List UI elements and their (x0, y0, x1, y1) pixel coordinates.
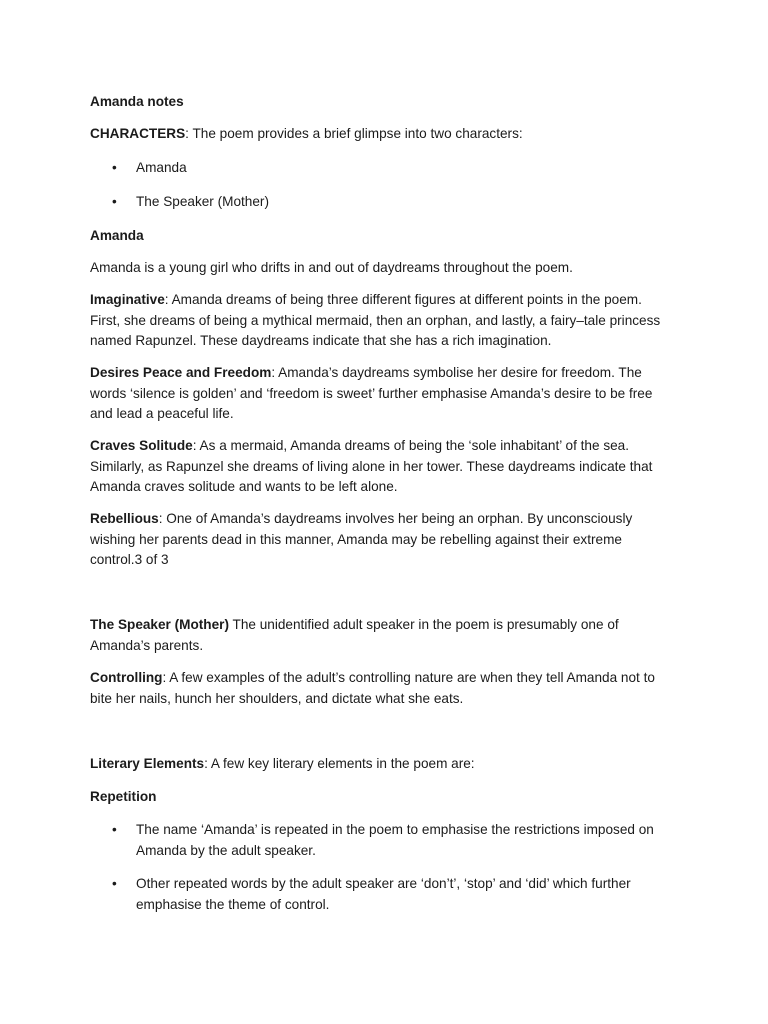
list-item: Amanda (136, 160, 187, 175)
list-item-line: The name ‘Amanda’ is repeated in the poem to emphasise the restrictions imposed on (136, 822, 654, 837)
trait-text-line: : A few examples of the adult’s controlling nature are when they tell Amanda not to (162, 670, 655, 685)
list-item-line: emphasise the theme of control. (136, 896, 330, 912)
trait-text-line: words ‘silence is golden’ and ‘freedom is sweet’ further emphasise Amanda’s desire to be free (90, 385, 653, 401)
literary-elements-label: Literary Elements (90, 756, 205, 771)
trait-label: Imaginative (90, 292, 165, 307)
trait-text-line: Similarly, as Rapunzel she dreams of living alone in her tower. These daydreams indicate that (90, 458, 653, 474)
trait-text-line: : Amanda dreams of being three different figures at different points in the poem. (164, 292, 642, 307)
list-item (136, 874, 696, 915)
list-item-line: Amanda by the adult speaker. (136, 842, 316, 858)
trait-text-line: First, she dreams of being a mythical mermaid, then an orphan, and lastly, a fairy–tale princess (90, 312, 661, 328)
literary-elements-text: : A few key literary elements in the poem are: (204, 756, 475, 771)
trait-label: Craves Solitude (90, 438, 193, 453)
speaker-label: The Speaker (Mother) (90, 617, 229, 632)
trait-label: Controlling (90, 670, 163, 685)
bullet-icon: • (112, 822, 117, 837)
section-heading-repetition: Repetition (90, 789, 157, 804)
trait-text-line: named Rapunzel. These daydreams indicate that she has a rich imagination. (90, 333, 552, 348)
trait-text-line: : One of Amanda’s daydreams involves her being an orphan. By unconsciously (158, 511, 633, 526)
trait-imaginative (90, 290, 690, 352)
list-item: The Speaker (Mother) (136, 194, 269, 209)
trait-desires-peace (90, 363, 690, 425)
trait-text-line: control.3 of 3 (90, 552, 169, 567)
section-heading-amanda: Amanda (90, 228, 144, 243)
literary-elements-paragraph (90, 754, 690, 775)
trait-craves-solitude (90, 436, 690, 498)
speaker-paragraph (90, 615, 690, 656)
characters-paragraph (90, 124, 690, 145)
trait-controlling (90, 668, 690, 709)
trait-text-line: bite her nails, hunch her shoulders, and dictate what she eats. (90, 690, 464, 706)
bullet-icon: • (112, 876, 117, 891)
trait-rebellious (90, 509, 690, 571)
trait-text-line: : Amanda’s daydreams symbolise her desire for freedom. The (271, 365, 642, 380)
trait-text-line: : As a mermaid, Amanda dreams of being the ‘sole inhabitant’ of the sea. (192, 438, 630, 453)
list-item-line: Other repeated words by the adult speaker are ‘don’t’, ‘stop’ and ‘did’ which further (136, 876, 631, 891)
trait-label: Rebellious (90, 511, 159, 526)
trait-text-line: and lead a peaceful life. (90, 406, 234, 421)
speaker-text-line: The unidentified adult speaker in the poem is presumably one of (228, 617, 619, 632)
speaker-text-line: Amanda’s parents. (90, 637, 204, 653)
list-item (136, 820, 696, 861)
document-title: Amanda notes (90, 94, 184, 109)
bullet-icon: • (112, 160, 117, 175)
characters-text: : The poem provides a brief glimpse into two characters: (185, 126, 523, 141)
bullet-icon: • (112, 194, 117, 209)
characters-label: CHARACTERS (90, 126, 186, 141)
trait-text-line: wishing her parents dead in this manner, Amanda may be rebelling against their extreme (90, 531, 622, 547)
amanda-intro: Amanda is a young girl who drifts in and out of daydreams throughout the poem. (90, 260, 573, 275)
trait-label: Desires Peace and Freedom (90, 365, 272, 380)
trait-text-line: Amanda craves solitude and wants to be left alone. (90, 479, 398, 494)
